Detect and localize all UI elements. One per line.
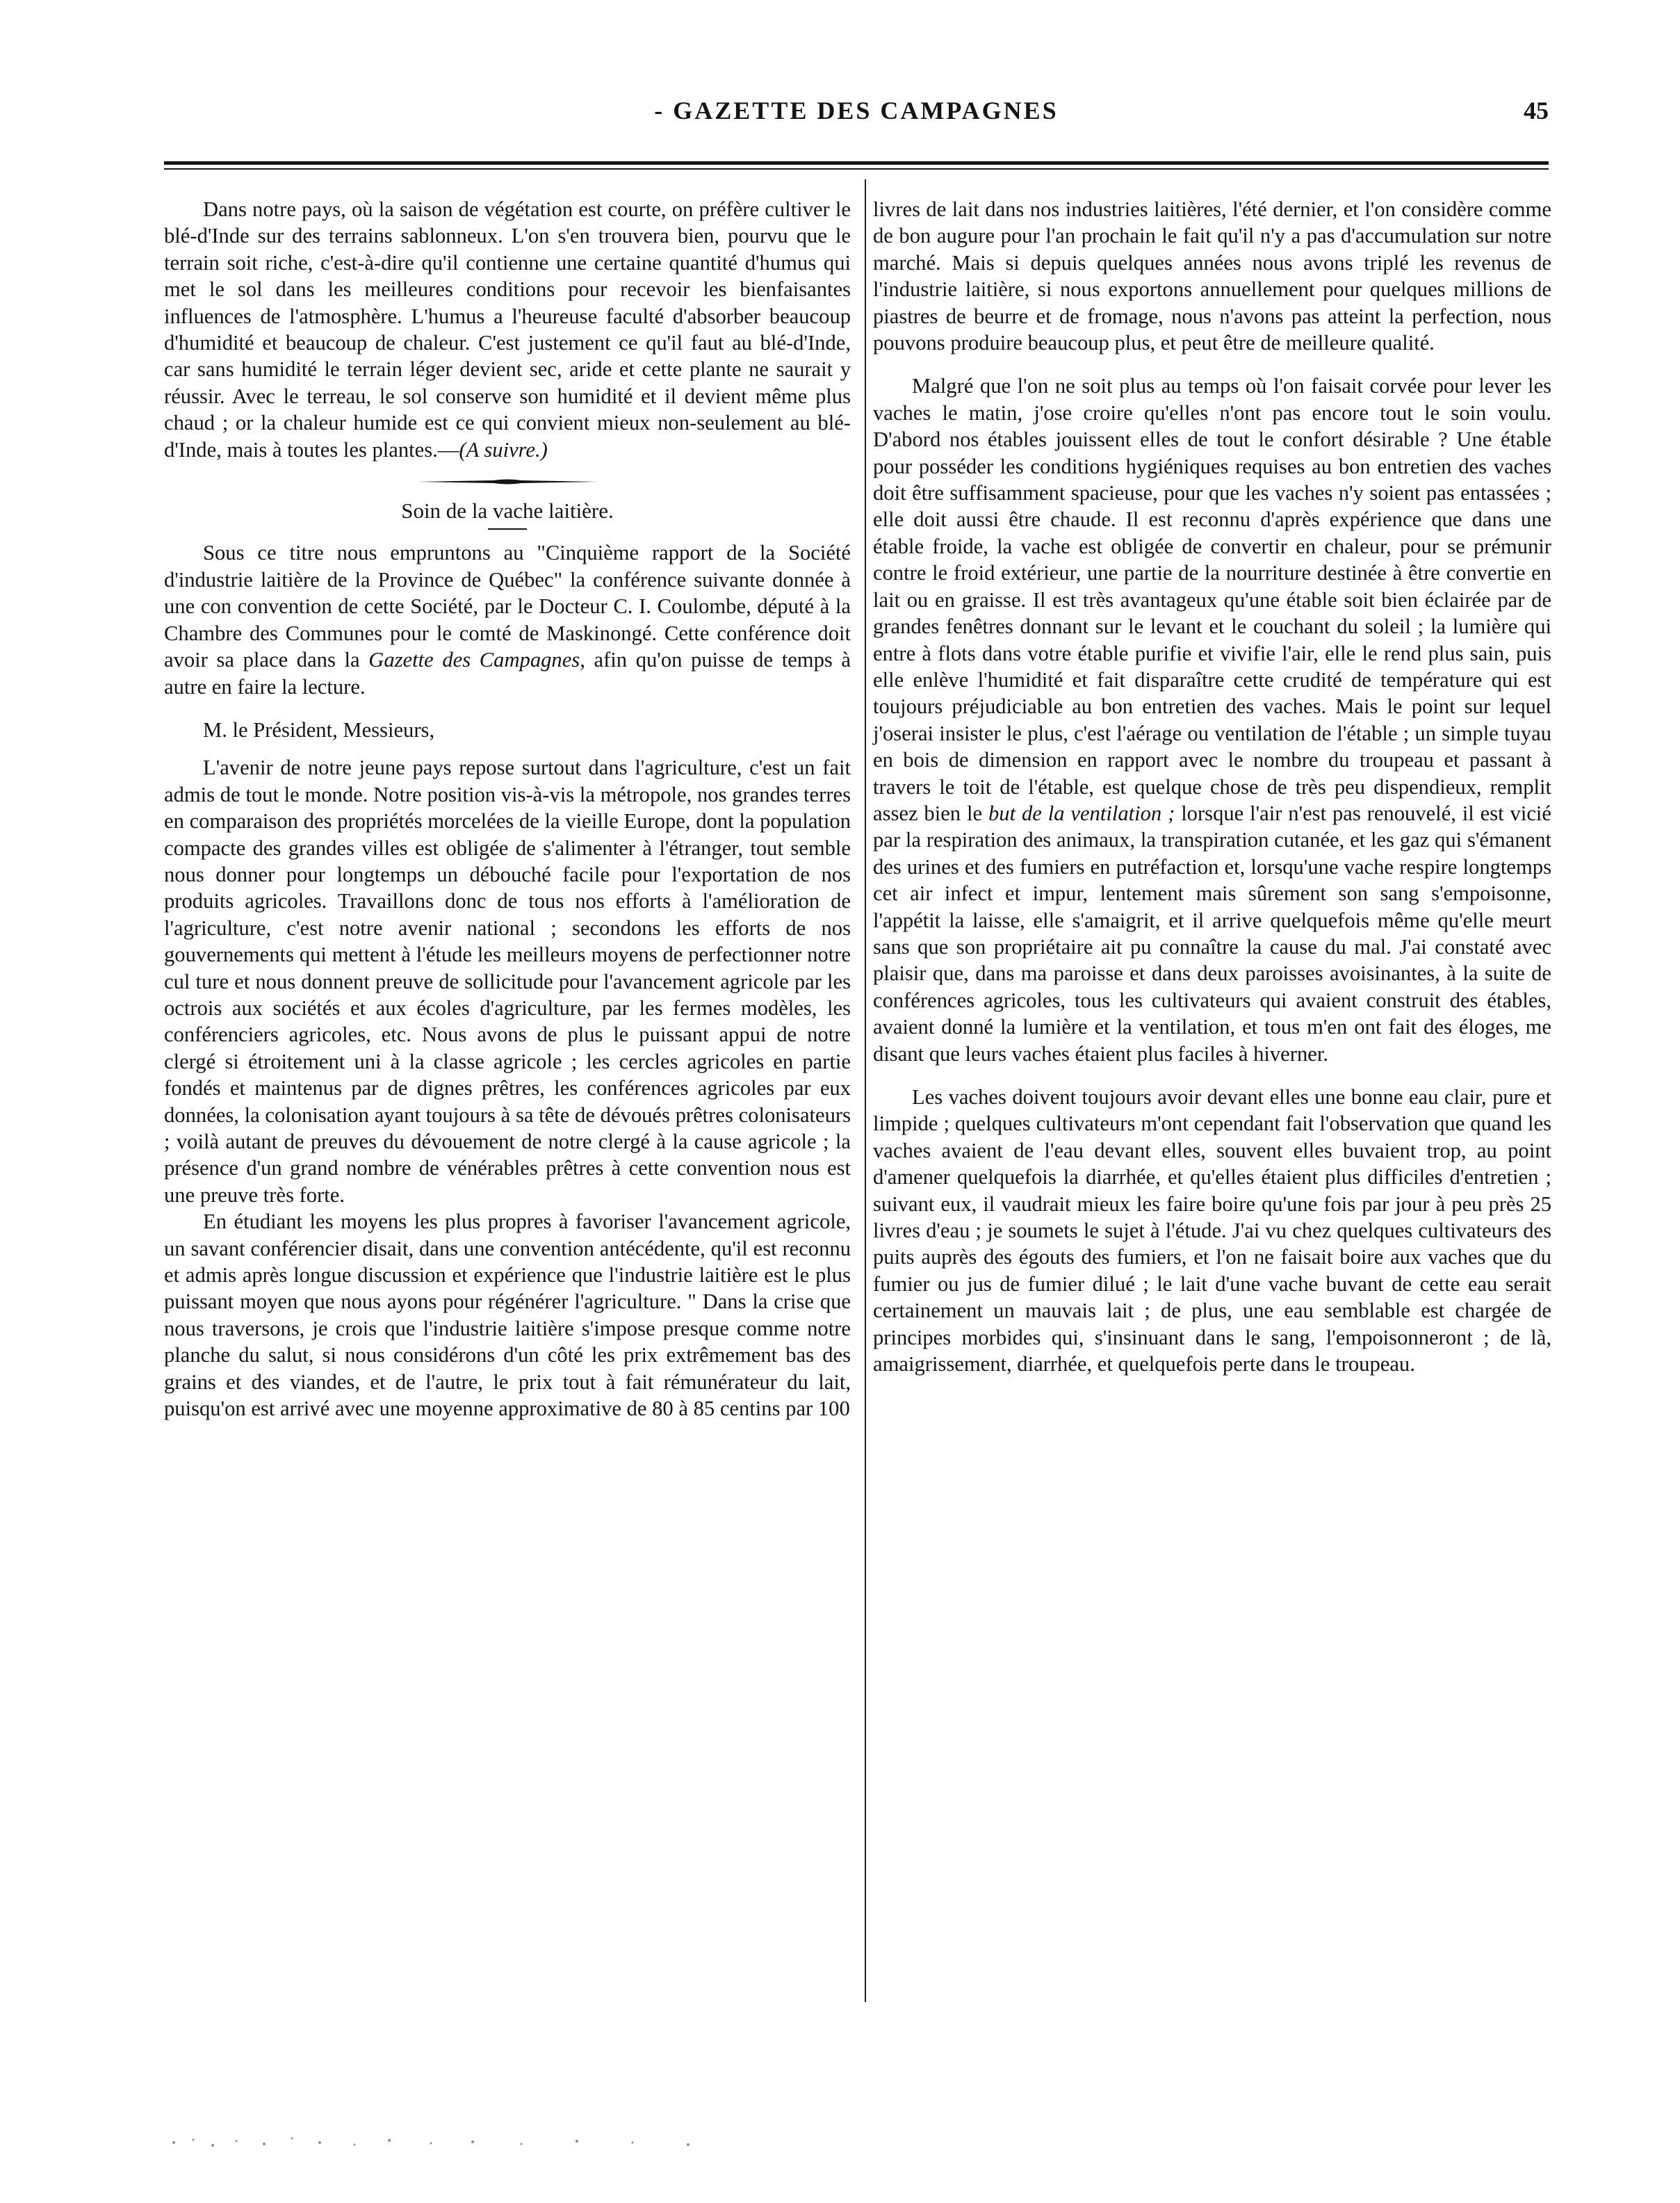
publication-name: Gazette des Campagnes,	[368, 648, 585, 672]
to-be-continued: (A suivre.)	[459, 437, 548, 462]
header-rule-bottom	[164, 168, 1549, 170]
paragraph-text: afin qu'on puisse de temps à autre en faire la lecture.	[164, 648, 851, 699]
scan-specks	[160, 2127, 785, 2155]
paragraph-livres-de-lait: livres de lait dans nos industries laitières, l'été dernier, et l'on considère comme de bon augure pour l'an prochain le fait qu'il n'y a pas d'accumulation sur notre marché. Mais si depuis quelques années nous avons triplé les revenus de l'industrie laitière, si nous exportons annuellement pour quelques millions de piastres de beurre et de fromage, nous n'avons pas atteint la perfection, nous pouvons produire beaucoup plus, et peut être de meilleure qualité.	[873, 197, 1551, 355]
spacer	[164, 700, 851, 717]
section-title: Soin de la vache laitière.	[401, 498, 614, 523]
left-column	[164, 196, 851, 1422]
section-ornament	[417, 478, 598, 485]
page-number: 45	[1524, 97, 1549, 124]
column-divider	[865, 179, 866, 2002]
paragraph-vaches-eau: Les vaches doivent toujours avoir devant elles une bonne eau clair, pure et limpide ; quelques cultivateurs m'ont cependant fait l'observation que quand les vaches avaient de l'eau devant elles, souvent elles buvaient trop, au point d'amener quelquefois la diarrhée, et qu'elles étaient plus difficiles d'entretien ; suivant eux, il vaudrait mieux les faire boire qu'une fois par jour à peu près 25 livres d'eau ; je soumets le sujet à l'étude. J'ai vu chez quelques cultivateurs des puits auprès des égouts des fumiers, et l'on ne faisait boire aux vaches que du fumier ou jus de fumier dilué ; le lait d'une vache buvant de cette eau serait certainement un mauvais lait ; de plus, une eau semblable est chargée de principes morbides qui, s'insinuant dans le sang, l'empoisonneront ; de là, amaigrissement, diarrhée, et quelquefois perte dans le troupeau.	[873, 1085, 1551, 1376]
paragraph-etudiant: En étudiant les moyens les plus propres à favoriser l'avancement agricole, un savant conférencier disait, dans une convention antécédente, qu'il est reconnu et admis après longue discussion et expérience que l'industrie laitière est le plus puissant moyen que nous ayons pour régénérer l'agriculture. " Dans la crise que nous traversons, je crois que l'industrie laitière s'impose presque comme notre planche du salut, si nous considérons d'un côté les prix extrêmement bas des grains et des viandes, et de l'autre, le prix tout à fait rémunérateur du lait, puisqu'on est arrivé avec une moyenne approximative de 80 à 85 centins par 100	[164, 1210, 851, 1421]
emphasis-ventilation: but de la ventilation ;	[988, 801, 1175, 825]
header-rule-top	[164, 161, 1549, 165]
paragraph-text: Sous ce titre nous empruntons au "Cinquième rapport de la Société d'industrie laitière de la Province de Québec" la conférence suivante donnée à une con convention de cette Société, par le Docteur C. I. Coulombe, député à la Chambre des Communes pour le comté de Maskinongé. Cette conférence doit avoir sa place dans la	[164, 541, 851, 672]
salutation: M. le Président, Messieurs,	[203, 717, 435, 742]
paragraph-ble-dinde	[164, 196, 851, 463]
paragraph-malgre	[873, 373, 1551, 1067]
spacer	[873, 1067, 1551, 1084]
running-title: - GAZETTE DES CAMPAGNES	[654, 97, 1059, 124]
right-column	[873, 196, 1551, 1377]
paragraph-text: Dans notre pays, où la saison de végétation est courte, on préfère cultiver le blé-d'Inde sur des terrains sablonneux. L'on s'en trouvera bien, pourvu que le terrain soit riche, c'est-à-dire qu'il contienne une certaine quantité d'humus qui met le sol dans les meilleures conditions pour recevoir les bienfaisantes influences de l'atmosphère. L'humus a l'heureuse faculté d'absorber beaucoup d'humidité et beaucoup de chaleur. C'est justement ce qu'il faut au blé-d'Inde, car sans humidité le terrain léger devient sec, aride et cette plante ne saurait y réussir. Avec le terreau, le sol conserve son humidité et il devient même plus chaud ; or la chaleur humide est ce qui convient mieux non-seulement au blé-d'Inde, mais à toutes les plantes.—	[164, 197, 851, 462]
spacer	[873, 356, 1551, 373]
paragraph-avenir: L'avenir de notre jeune pays repose surtout dans l'agriculture, c'est un fait admis de tout le monde. Notre position vis-à-vis la métropole, nos grandes terres en comparaison des propriétés morcelées de la vieille Europe, dont la population compacte des grandes villes est obligée de s'alimenter à l'étranger, tout semble nous donner pour longtemps un débouché facile pour l'exportation de nos produits agricoles. Travaillons donc de tous nos efforts à l'amélioration de l'agriculture, c'est notre avenir national ; secondons les efforts de nos gouvernements qui mettent à l'étude les meilleurs moyens de perfectionner notre cul ture et nous donnent preuve de sollicitude pour l'avancement agricole par les octrois aux sociétés et aux écoles d'agriculture, par les fermes modèles, les conférenciers agricoles, etc. Nous avons de plus le puissant appui de notre clergé si étroitement uni à la classe agricole ; les cercles agricoles en partie fondés et maintenus par de dignes prêtres, les conférences agricoles par eux données, la colonisation ayant toujours à sa tête de dévoués prêtres colonisateurs ; voilà autant de preuves du dévouement de notre clergé à la cause agricole ; la présence d'un grand nombre de vénérables prêtres à cette convention nous est une preuve très forte.	[164, 756, 851, 1207]
spacer	[164, 743, 851, 754]
section-title-rule	[488, 528, 527, 530]
paragraph-intro	[164, 539, 851, 699]
paragraph-text: lorsque l'air n'est pas renouvelé, il est vicié par la respiration des animaux, la transpiration cutanée, et les gaz qui s'émanent des urines et des fumiers en putréfaction et, lorsqu'une vache respire longtemps cet air infect et impur, lentement mais sûrement son sang s'empoisonne, l'appétit la laisse, elle s'amaigrit, et il arrive quelquefois même qu'elle meurt sans que son propriétaire ait pu connaître la cause du mal. J'ai constaté avec plaisir que, dans ma paroisse et dans deux paroisses avoisinantes, à la suite de conférences agricoles, tous les cultivateurs qui avaient construit des étables, avaient donné la lumière et la ventilation, et tous m'en ont fait des éloges, me disant que leurs vaches étaient plus faciles à hiverner.	[873, 801, 1551, 1066]
page-header	[164, 96, 1549, 138]
paragraph-text: Malgré que l'on ne soit plus au temps où l'on faisait corvée pour lever les vaches le matin, j'ose croire qu'elles n'ont pas encore tout le soin voulu. D'abord nos étables jouissent elles de tout le confort désirable ? Une étable pour posséder les conditions hygiéniques requises au bon entretien des vaches doit être suffisamment spacieuse, pour que les vaches n'y soient pas entassées ; elle doit aussi être chaude. Il est reconnu d'après expérience que dans une étable froide, la vache est obligée de convertir en chaleur, pour se prémunir contre le froid extérieur, une partie de la nourriture destinée à être convertie en lait ou en graisse. Il est très avantageux qu'une étable soit bien éclairée par de grandes fenêtres donnant sur le levant et le couchant du soleil ; la lumière qui entre à flots dans votre étable purifie et vivifie l'air, elle le rend plus sain, puis elle enlève l'humidité et fait disparaître cette crudité de température qui est toujours préjudiciable au bon entretien des vaches. Mais le point sur lequel j'oserai insister le plus, c'est l'aérage ou ventilation de l'étable ; un simple tuyau en bois de dimension en rapport avec le nombre du troupeau et passant à travers le toit de l'étable, est quelque chose de très peu dispendieux, remplit assez bien le	[873, 374, 1551, 825]
